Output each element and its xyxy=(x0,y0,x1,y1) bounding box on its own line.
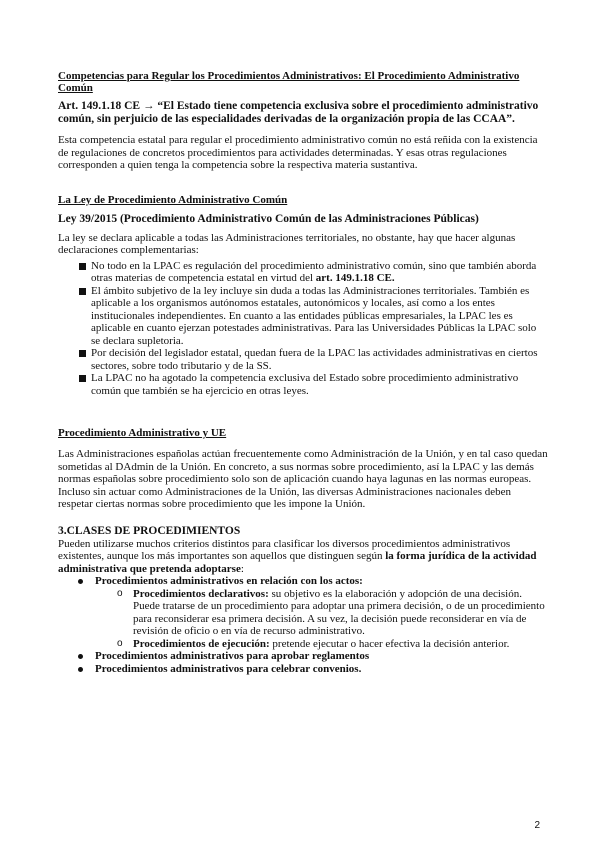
bullet-dot-icon xyxy=(78,654,83,659)
sub-list xyxy=(95,588,548,651)
circle-bullet-icon: o xyxy=(117,637,123,649)
list-item xyxy=(58,260,548,285)
sub-item-label: Procedimientos declarativos: xyxy=(133,587,269,600)
bullet-list xyxy=(58,575,548,675)
list-item-text: Procedimientos administrativos para aprobar reglamentos xyxy=(95,650,370,662)
sub-list-item xyxy=(95,638,548,651)
list-item-text: La LPAC no ha agotado la competencia exclusiva del Estado sobre procedimiento administrativo común que también se ha ejercicio en otras leyes. xyxy=(91,372,519,397)
square-bullet-icon xyxy=(79,375,86,382)
section-heading-ley: La Ley de Procedimiento Administrativo Común xyxy=(58,193,288,206)
list-item-bold: art. 149.1.18 CE. xyxy=(315,272,395,284)
article-ref: Art. 149.1.18 CE → xyxy=(58,100,158,112)
list-item xyxy=(58,285,548,348)
paragraph: Las Administraciones españolas actúan frecuentemente como Administración de la Unión, y en tal caso quedan sometidas al DAdmin de la Unión. En concreto, a sus normas sobre procedimiento, así la LPAC y las demás normas españolas sobre procedimiento solo son de aplicación cuando haya lagunas en las normas europeas. xyxy=(58,448,548,485)
bullet-list xyxy=(58,260,548,398)
square-bullet-icon xyxy=(79,263,86,270)
paragraph: La ley se declara aplicable a todas las Administraciones territoriales, no obstante, hay que hacer algunas declaraciones complementarias: xyxy=(58,231,516,256)
sub-item-text: pretende ejecutar o hacer efectiva la decisión anterior. xyxy=(269,637,510,650)
list-item xyxy=(58,663,548,676)
square-bullet-icon xyxy=(79,350,86,357)
sub-item-label: Procedimientos de ejecución: xyxy=(133,637,270,650)
list-item-text: El ámbito subjetivo de la ley incluye sin duda a todas las Administraciones territoriales. También es aplicable a los organismos autónomos estatales, autonómicos y locales, así como a los entes institucionales independientes. En cuanto a las entidades públicas empresariales, la LPAC les es aplicable en cuanto ejerzan potestades administrativas. Para las Universidades Públicas la LPAC solo se declara supletoria. xyxy=(91,284,537,347)
list-item-text: Procedimientos administrativos para celebrar convenios. xyxy=(95,662,362,675)
paragraph: Incluso sin actuar como Administraciones de la Unión, las diversas Administraciones nacionales deben respetar ciertas normas sobre procedimiento que les impone la Unión. xyxy=(58,485,512,510)
bullet-dot-icon xyxy=(78,579,83,584)
list-item xyxy=(58,575,548,650)
document-page xyxy=(58,70,548,675)
paragraph-text: Pueden utilizarse muchos criterios distintos para clasificar los diversos procedimientos administrativos existentes, aunque los más importantes son aquellos que distinguen según xyxy=(58,537,511,562)
paragraph-text: : xyxy=(240,562,244,575)
article-quote: “El Estado tiene competencia exclusiva sobre el procedimiento administrativo común, sin perjuicio de las especialidades derivadas de la organización propia de las CCAA”. xyxy=(58,100,539,125)
square-bullet-icon xyxy=(79,288,86,295)
sub-list-item xyxy=(95,588,548,638)
section-heading-ue: Procedimiento Administrativo y UE xyxy=(58,427,227,439)
page-number: 2 xyxy=(534,820,540,831)
circle-bullet-icon: o xyxy=(117,587,123,599)
law-title: Ley 39/2015 (Procedimiento Administrativo Común de las Administraciones Públicas) xyxy=(58,212,479,225)
sub-item-text: su objetivo es la elaboración y adopción de una decisión. Puede tratarse de un procedimiento para adoptar una primera decisión, o de un procedimiento para reconsiderar esa primera decisión. A su vez, la decisión puede reconsiderar en vía de revisión de oficio o en vía de recurso administrativo. xyxy=(133,587,545,637)
list-item xyxy=(58,372,548,397)
list-item xyxy=(58,347,548,372)
section-heading-competencias: Competencias para Regular los Procedimientos Administrativos: El Procedimiento Administrativo Común xyxy=(58,70,520,94)
paragraph: Esta competencia estatal para regular el procedimiento administrativo común no está reñida con la existencia de regulaciones de concretos procedimientos para actividades determinadas. Y esas otras regulaciones corresponden a quien tenga la competencia sobre la respectiva materia sustantiva. xyxy=(58,134,538,171)
paragraph-bold: la forma jurídica de la actividad administrativa que pretenda adoptarse xyxy=(58,550,537,575)
bullet-dot-icon xyxy=(78,667,83,672)
list-item-text: Procedimientos administrativos en relación con los actos: xyxy=(95,575,363,587)
paragraph xyxy=(58,538,548,576)
list-item xyxy=(58,650,548,663)
list-item-text: Por decisión del legislador estatal, quedan fuera de la LPAC las actividades administrativas en ciertos sectores, sobre todo tributario y de la SS. xyxy=(91,347,538,372)
article-lead xyxy=(58,100,548,126)
list-item-text: No todo en la LPAC es regulación del procedimiento administrativo común, sino que también aborda otras materias de competencia estatal en virtud del xyxy=(91,259,537,284)
section-heading-clases: 3.CLASES DE PROCEDIMIENTOS xyxy=(58,524,241,537)
